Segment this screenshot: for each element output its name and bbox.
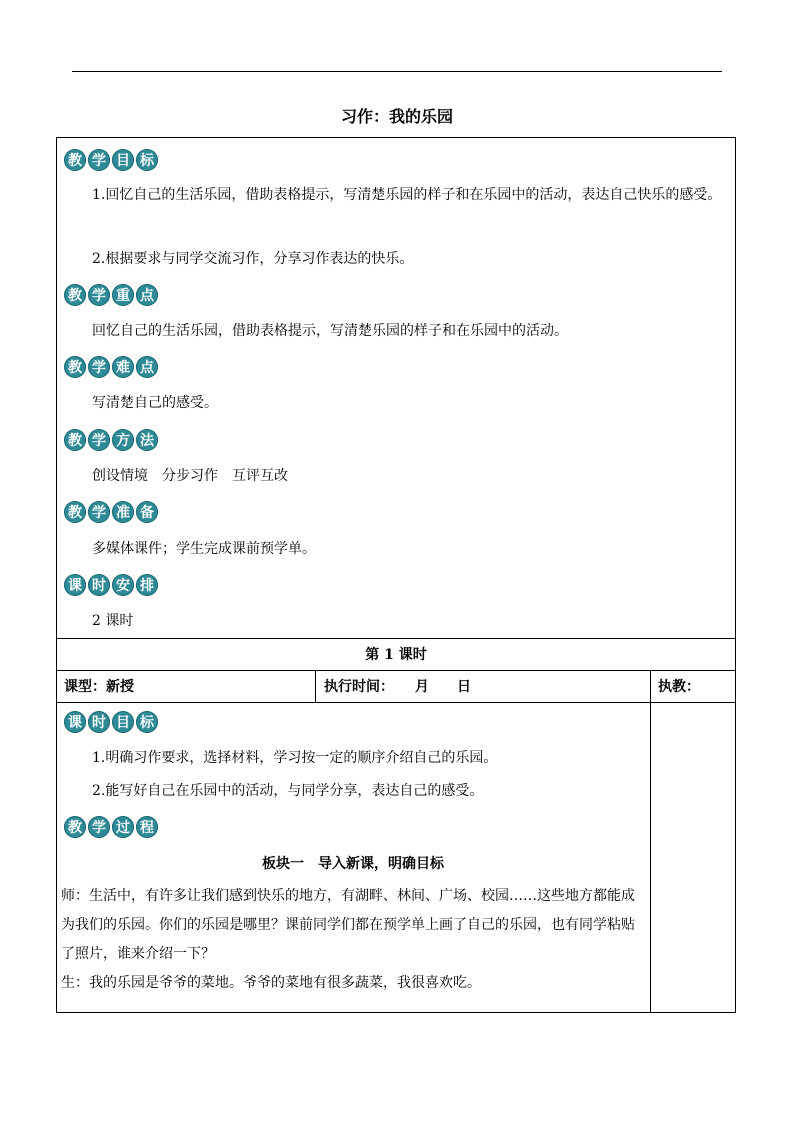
methods-text: 创设情境 分步习作 互评互改 — [92, 468, 288, 484]
lesson-goal-1: 1.明确习作要求，选择材料，学习按一定的顺序介绍自己的乐园。 — [92, 750, 498, 766]
header-rule — [72, 71, 722, 72]
preparation-text: 多媒体课件；学生完成课前预学单。 — [92, 541, 316, 557]
row-divider-3 — [56, 702, 736, 703]
schedule-badge: 课 时 安 排 — [64, 570, 158, 600]
key-points-badge: 教 学 重 点 — [64, 280, 158, 310]
objective-item-2: 2.根据要求与同学交流习作，分享习作表达的快乐。 — [92, 251, 414, 267]
execution-time: 执行时间： 月 日 — [324, 679, 471, 695]
block-title: 板块一 导入新课，明确目标 — [262, 856, 444, 872]
lesson-goals-badge: 课 时 目 标 — [64, 707, 158, 737]
key-points-text: 回忆自己的生活乐园，借助表格提示，写清楚乐园的样子和在乐园中的活动。 — [92, 323, 568, 339]
student-dialogue: 生：我的乐园是爷爷的菜地。爷爷的菜地有很多蔬菜，我很喜欢吃。 — [61, 975, 481, 991]
teacher-label: 执教： — [658, 679, 700, 695]
lesson-goal-2: 2.能写好自己在乐园中的活动，与同学分享，表达自己的感受。 — [92, 783, 484, 799]
preparation-badge: 教 学 准 备 — [64, 497, 158, 527]
teacher-dialogue: 师：生活中，有许多让我们感到快乐的地方，有湖畔、林间、广场、校园……这些地方都能成为我们的乐园。你们的乐园是哪里？课前同学们都在预学单上画了自己的乐园，也有同学粘贴了照片，谁来介绍一下？ — [61, 888, 635, 962]
row-divider-2 — [56, 670, 736, 671]
methods-badge: 教 学 方 法 — [64, 425, 158, 455]
objective-item-1: 1.回忆自己的生活乐园，借助表格提示，写清楚乐园的样子和在乐园中的活动，表达自己快乐的感受。 — [92, 187, 722, 203]
row-divider-1 — [56, 638, 736, 639]
col-divider-1 — [315, 670, 316, 702]
col-divider-2 — [650, 670, 651, 1013]
lesson-type: 课型：新授 — [64, 679, 134, 695]
difficulties-badge: 教 学 难 点 — [64, 352, 158, 382]
objectives-badge: 教 学 目 标 — [64, 145, 158, 175]
process-badge: 教 学 过 程 — [64, 812, 158, 842]
schedule-text: 2 课时 — [92, 613, 134, 629]
document-title: 习作：我的乐园 — [340, 107, 453, 126]
lesson-heading: 第 1 课时 — [365, 647, 427, 663]
difficulties-text: 写清楚自己的感受。 — [92, 395, 218, 411]
